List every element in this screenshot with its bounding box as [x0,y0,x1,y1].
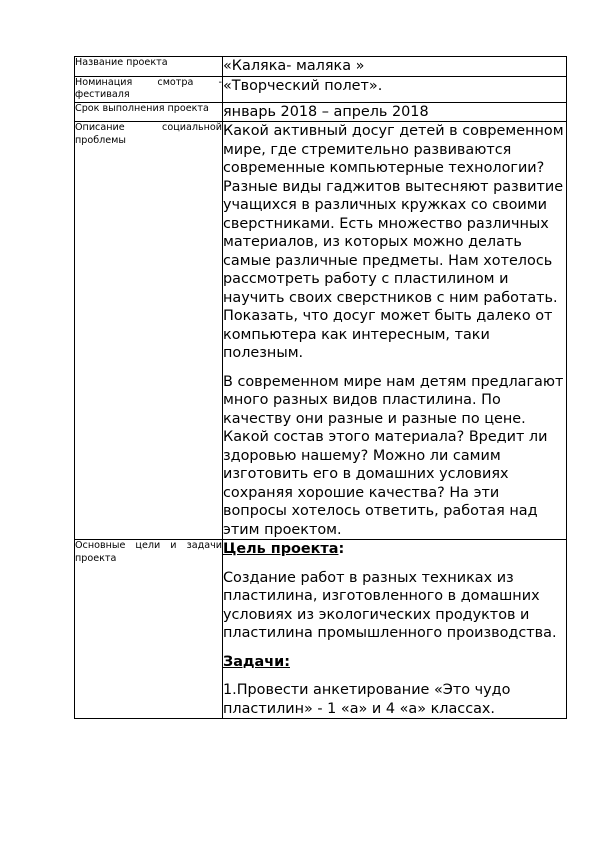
social-problem-paragraph-2: В современном мире нам детям предлагают много разных видов пластилина. По качеству они разные и разные по цене. Какой состав этого материала? Вредит ли здоровью нашему? Можно ли самим изготовить его в домашних условиях сохраняя хорошие качества? На эти вопросы хотелось ответить, работая над этим проектом. [223,373,564,538]
row-label-project-name: Название проекта [75,57,168,68]
table-row-nomination [75,76,567,102]
goal-heading: Цель проекта [223,541,339,557]
label-cell [75,540,223,719]
row-label-timeline: Срок выполнения проекта [75,102,209,114]
value-cell [223,76,567,102]
value-cell [223,122,567,540]
social-problem-paragraph-1: Какой активный досуг детей в современном мире, где стремительно развиваются современные компьютерные технологии? Разные виды гаджитов вытесняют развитие учащихся в различных кружках со своими сверстниками. Есть множество различных материалов, из которых можно делать самые различные предметы. Нам хотелось рассмотреть работу с пластилином и научить своих сверстников с ним работать. Показать, что досуг может быть далеко от компьютера как интересным, таки полезным. [223,123,564,361]
row-label-nomination: Номинация смотра - фестиваля [75,76,222,100]
value-cell [223,540,567,719]
label-cell [75,57,223,77]
table-row-timeline [75,102,567,122]
label-cell [75,76,223,102]
table-row-project-name [75,57,567,77]
project-form-table [74,56,567,719]
table-row-social-problem [75,122,567,540]
goal-heading-line [223,540,566,559]
label-cell [75,122,223,540]
task-item-1: 1.Провести анкетирование «Это чудо пластилин» - 1 «а» и 4 «а» классах. [223,682,511,717]
tasks-heading-line [223,653,566,672]
timeline-value: январь 2018 – апрель 2018 [223,103,429,120]
table-row-goals [75,540,567,719]
nomination-value: «Творческий полет». [223,77,383,94]
row-label-goals: Основные цели и задачи проекта [75,540,222,564]
goal-heading-colon: : [338,541,345,557]
goal-text: Создание работ в разных техниках из пластилина, изготовленного в домашних условиях из экологических продуктов и пластилина промышленного производства. [223,569,557,641]
tasks-heading: Задачи: [223,653,290,670]
row-label-social-problem: Описание социальной проблемы [75,122,222,146]
label-cell [75,102,223,122]
project-name-value: «Каляка- маляка » [223,58,365,74]
value-cell [223,102,567,122]
value-cell [223,57,567,77]
